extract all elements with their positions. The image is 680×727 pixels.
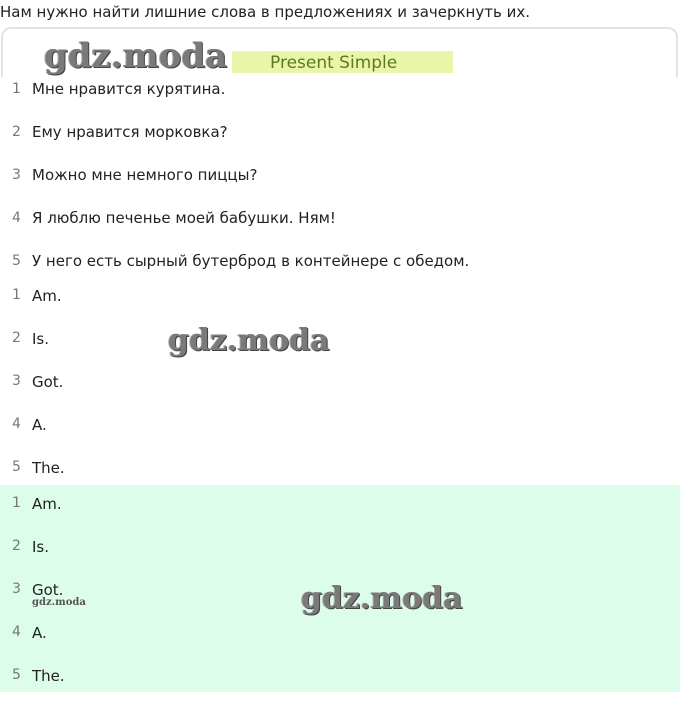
item-number: 5 [12, 459, 21, 475]
item-number: 2 [12, 330, 21, 346]
item-text: Got. [32, 373, 64, 391]
item-number: 2 [12, 538, 21, 554]
item-text: A. [32, 624, 47, 642]
item-number: 5 [12, 667, 21, 683]
item-number: 1 [12, 287, 21, 303]
item-number: 1 [12, 81, 21, 97]
item-text: Я люблю печенье моей бабушки. Ням! [32, 209, 336, 227]
item-number: 3 [12, 373, 21, 389]
list-item [0, 614, 680, 657]
list-item [0, 414, 680, 457]
sentence-list [0, 77, 680, 292]
item-text: Am. [32, 495, 62, 513]
item-text: Ему нравится морковка? [32, 123, 228, 141]
item-text: The. [32, 459, 65, 477]
item-number: 3 [12, 581, 21, 597]
task-instruction: Нам нужно найти лишние слова в предложениях и зачеркнуть их. [0, 3, 530, 21]
list-item [0, 528, 680, 571]
item-text: У него есть сырный бутерброд в контейнере с обедом. [32, 252, 470, 270]
item-number: 5 [12, 253, 21, 269]
list-item [0, 206, 680, 249]
list-item [0, 285, 680, 328]
watermark-logo: gdz.moda [168, 323, 330, 358]
list-item [0, 485, 680, 528]
topic-label: Present Simple [232, 51, 453, 73]
item-text: Is. [32, 538, 50, 556]
item-text: Is. [32, 330, 50, 348]
item-number: 4 [12, 416, 21, 432]
watermark-logo: gdz.moda [44, 36, 228, 76]
item-number: 4 [12, 210, 21, 226]
watermark-logo: gdz.moda [301, 581, 463, 616]
answer-list [0, 285, 680, 500]
item-text: Got. [32, 581, 64, 599]
item-text: A. [32, 416, 47, 434]
item-number: 4 [12, 624, 21, 640]
item-text: Am. [32, 287, 62, 305]
item-number: 1 [12, 495, 21, 511]
list-item [0, 371, 680, 414]
item-text: Можно мне немного пиццы? [32, 166, 258, 184]
item-number: 2 [12, 124, 21, 140]
list-item [0, 120, 680, 163]
item-text: The. [32, 667, 65, 685]
item-number: 3 [12, 167, 21, 183]
list-item [0, 77, 680, 120]
item-text: Мне нравится курятина. [32, 80, 226, 98]
list-item [0, 328, 680, 371]
list-item [0, 657, 680, 700]
watermark-small: gdz.moda [32, 597, 86, 608]
list-item [0, 163, 680, 206]
